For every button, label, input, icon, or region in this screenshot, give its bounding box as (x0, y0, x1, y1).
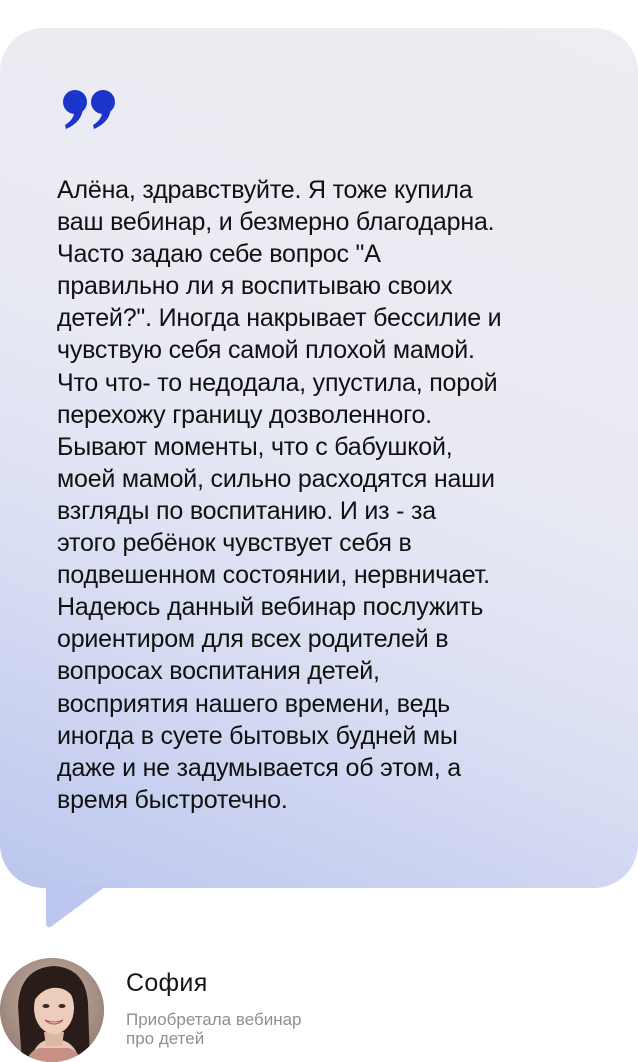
review-line: подвешенном состоянии, нервничает. (57, 561, 490, 590)
review-line: взгляды по воспитанию. И из - за (57, 496, 436, 525)
review-line: время быстротечно. (57, 785, 288, 814)
review-line: ваш вебинар, и безмерно благодарна. (57, 208, 495, 237)
review-line: даже и не задумывается об этом, а (57, 753, 461, 782)
review-line: восприятия нашего времени, ведь (57, 689, 450, 718)
quote-icon (62, 88, 120, 130)
review-text (57, 174, 597, 816)
review-line: этого ребёнок чувствует себя в (57, 529, 412, 558)
review-line: перехожу границу дозволенного. (57, 400, 432, 429)
review-line: детей?". Иногда накрывает бессилие и (57, 304, 502, 333)
avatar-photo (0, 958, 104, 1062)
review-line: правильно ли я воспитываю своих (57, 272, 453, 301)
author-name: София (126, 969, 208, 997)
review-line: Что что- то недодала, упустила, порой (57, 368, 498, 397)
review-line: иногда в суете бытовых будней мы (57, 721, 458, 750)
author-description (126, 1010, 386, 1048)
author-description-line: Приобретала вебинар (126, 1010, 302, 1029)
author-description-line: про детей (126, 1029, 205, 1048)
review-line: ориентиром для всех родителей в (57, 625, 449, 654)
review-line: Надеюсь данный вебинар послужить (57, 593, 484, 622)
review-line: чувствую себя самой плохой мамой. (57, 336, 475, 365)
review-line: Бывают моменты, что с бабушкой, (57, 432, 453, 461)
bubble-tail (44, 886, 106, 928)
avatar (0, 958, 104, 1062)
review-line: моей мамой, сильно расходятся наши (57, 464, 495, 493)
review-line: Алёна, здравствуйте. Я тоже купила (57, 176, 473, 204)
review-line: вопросах воспитания детей, (57, 657, 380, 686)
review-line: Часто задаю себе вопрос "А (57, 240, 381, 269)
